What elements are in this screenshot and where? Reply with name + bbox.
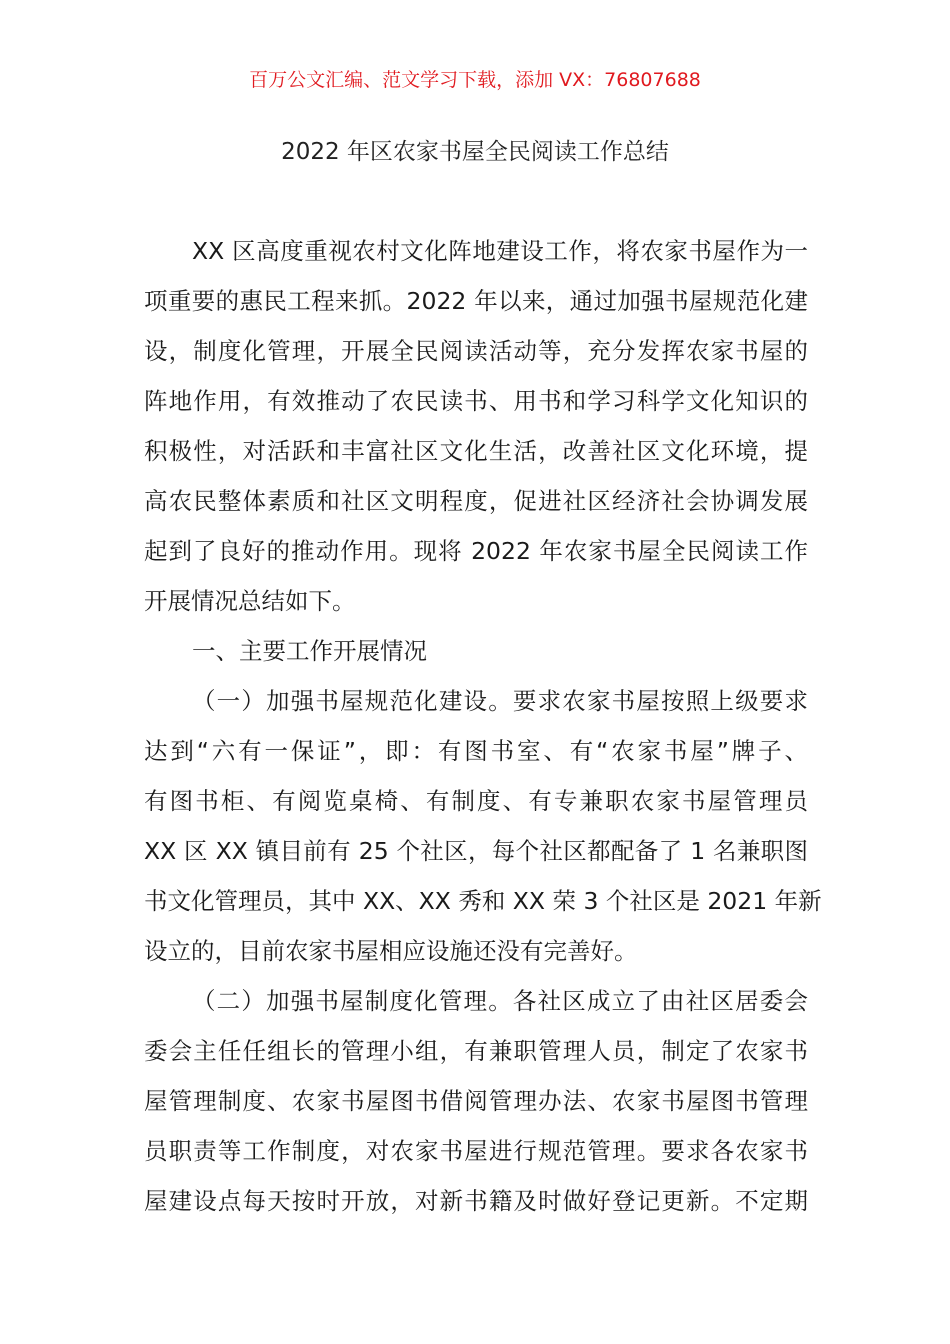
paragraph-line: 达到“六有一保证”，即：有图书室、有“农家书屋”牌子、	[144, 737, 808, 765]
paragraph-line: 委会主任任组长的管理小组，有兼职管理人员，制定了农家书	[144, 1037, 808, 1065]
document-body	[144, 226, 822, 1226]
paragraph-line: 屋建设点每天按时开放，对新书籍及时做好登记更新。不定期	[144, 1187, 808, 1215]
section-heading	[144, 626, 808, 676]
paragraph-line: XX 区高度重视农村文化阵地建设工作，将农家书屋作为一	[192, 237, 808, 265]
paragraph-line: 设立的，目前农家书屋相应设施还没有完善好。	[144, 937, 638, 965]
paragraph-line: 书文化管理员，其中 XX、XX 秀和 XX 荣 3 个社区是 2021 年新	[144, 887, 822, 915]
paragraph-line: 起到了良好的推动作用。现将 2022 年农家书屋全民阅读工作	[144, 537, 808, 565]
paragraph-section-1	[144, 676, 822, 976]
paragraph-line: 高农民整体素质和社区文明程度，促进社区经济社会协调发展	[144, 487, 808, 515]
paragraph-line: （一）加强书屋规范化建设。要求农家书屋按照上级要求	[192, 687, 808, 715]
paragraph-line: 有图书柜、有阅览桌椅、有制度、有专兼职农家书屋管理员	[144, 787, 808, 815]
paragraph-intro	[144, 226, 808, 626]
paragraph-line: 设，制度化管理，开展全民阅读活动等，充分发挥农家书屋的	[144, 337, 808, 365]
paragraph-section-2	[144, 976, 808, 1226]
paragraph-line: 开展情况总结如下。	[144, 587, 356, 615]
paragraph-line: 项重要的惠民工程来抓。2022 年以来，通过加强书屋规范化建	[144, 287, 808, 315]
paragraph-line: （二）加强书屋制度化管理。各社区成立了由社区居委会	[192, 987, 808, 1015]
promo-banner: 百万公文汇编、范文学习下载，添加 VX：76807688	[249, 69, 701, 91]
paragraph-line: 屋管理制度、农家书屋图书借阅管理办法、农家书屋图书管理	[144, 1087, 808, 1115]
paragraph-line: XX 区 XX 镇目前有 25 个社区，每个社区都配备了 1 名兼职图	[144, 837, 808, 865]
paragraph-line: 阵地作用，有效推动了农民读书、用书和学习科学文化知识的	[144, 387, 808, 415]
paragraph-line: 员职责等工作制度，对农家书屋进行规范管理。要求各农家书	[144, 1137, 808, 1165]
paragraph-line: 积极性，对活跃和丰富社区文化生活，改善社区文化环境，提	[144, 437, 808, 465]
section-heading-text: 一、主要工作开展情况	[192, 637, 427, 665]
document-title: 2022 年区农家书屋全民阅读工作总结	[281, 139, 669, 165]
